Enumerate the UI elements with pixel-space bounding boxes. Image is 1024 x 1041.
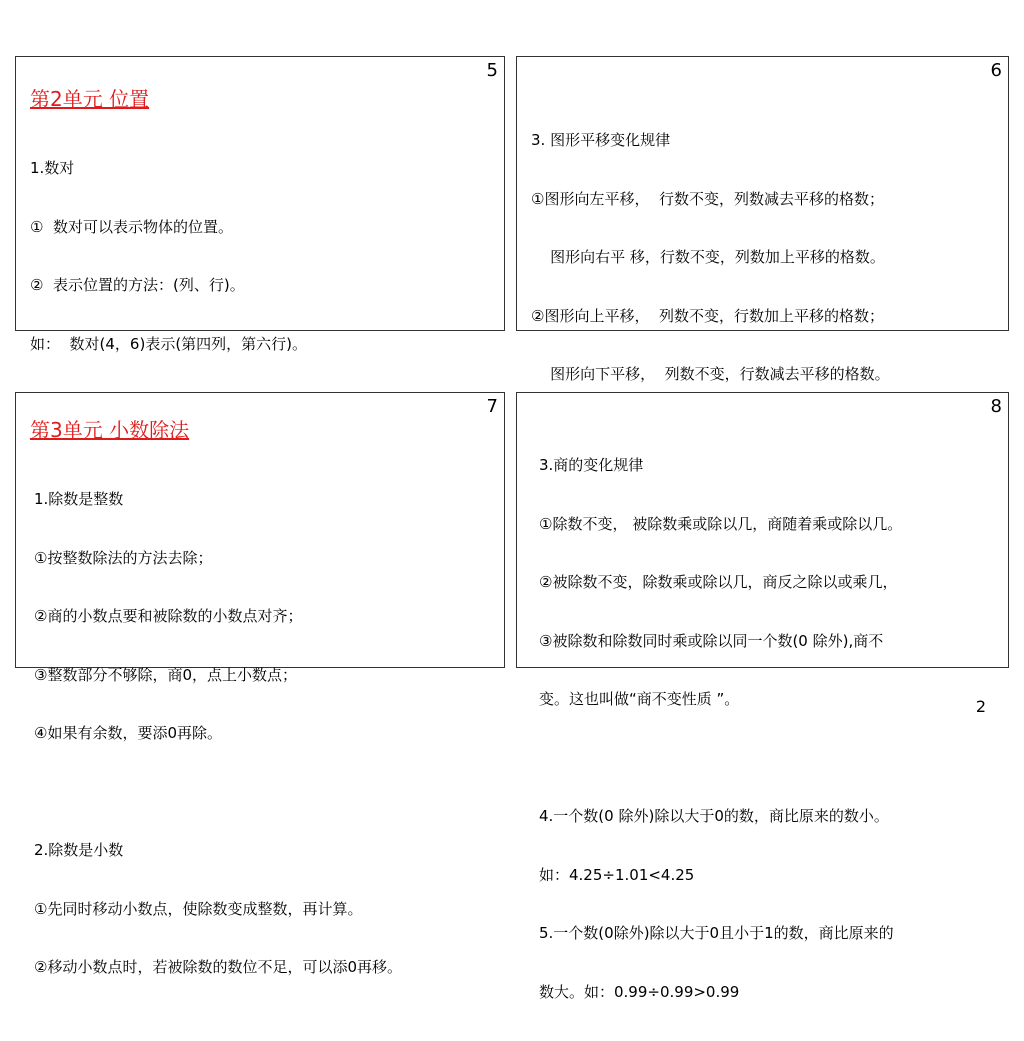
text-line: 图形向右平 移，行数不变，列数加上平移的格数。 <box>531 248 885 266</box>
text-line: 如：4.25÷1.01<4.25 <box>539 865 695 884</box>
text-line: ②被除数不变，除数乘或除以几，商反之除以或乘几， <box>539 573 898 591</box>
unit-title: 第3单元 小数除法 <box>30 418 190 442</box>
slide-text <box>539 417 902 1041</box>
text-line: 2.除数是小数 <box>34 841 124 859</box>
text-line <box>34 783 402 803</box>
unit-title: 第2单元 位置 <box>30 87 150 111</box>
text-line: ②图形向上平移， 列数不变，行数加上平移的格数； <box>531 306 884 325</box>
text-line: 3. 图形平移变化规律 <box>531 131 671 149</box>
slide-5 <box>15 56 505 353</box>
text-line: 1.数对 <box>30 159 75 177</box>
text-line: ②商的小数点要和被除数的小数点对齐； <box>34 607 303 625</box>
text-line: ①图形向左平移， 行数不变，列数减去平移的格数； <box>531 189 884 208</box>
slide-7 <box>15 392 505 976</box>
text-line: ③被除数和除数同时乘或除以同一个数(0 除外),商不 <box>539 631 884 650</box>
text-line: ③整数部分不够除，商0，点上小数点； <box>34 665 297 684</box>
text-line: ①按整数除法的方法去除； <box>34 548 213 567</box>
slide-number: 7 <box>486 396 498 417</box>
text-line: ①先同时移动小数点，使除数变成整数，再计算。 <box>34 899 363 918</box>
text-line: 3.商的变化规律 <box>539 456 644 474</box>
text-line <box>539 749 902 769</box>
text-line: ② 表示位置的方法：(列、行)。 <box>30 276 245 294</box>
text-line: 1.除数是整数 <box>34 490 124 508</box>
text-line: 如： 数对(4，6)表示(第四列，第六行)。 <box>30 334 308 353</box>
text-line: 4.一个数(0 除外)除以大于0的数，商比原来的数小。 <box>539 807 889 825</box>
slide-8 <box>516 392 1009 1001</box>
text-line: ②移动小数点时，若被除数的数位不足，可以添0再移。 <box>34 958 402 976</box>
text-line: ① 数对可以表示物体的位置。 <box>30 217 233 236</box>
text-line: 变。这也叫做“商不变性质 ”。 <box>539 690 740 708</box>
text-line: 图形向下平移， 列数不变，行数减去平移的格数。 <box>531 365 890 383</box>
text-line: ①除数不变， 被除数乘或除以几，商随着乘或除以几。 <box>539 514 903 533</box>
text-line: 5.一个数(0除外)除以大于0且小于1的数，商比原来的 <box>539 924 894 942</box>
slide-text <box>531 92 890 424</box>
text-line: 数大。如：0.99÷0.99>0.99 <box>539 982 740 1001</box>
slide-number: 8 <box>990 396 1002 417</box>
slide-text <box>34 451 402 1017</box>
text-line: ④如果有余数，要添0再除。 <box>34 724 222 742</box>
slide-number: 5 <box>486 60 498 81</box>
slide-number: 6 <box>990 60 1002 81</box>
slide-6 <box>516 56 1009 383</box>
page-number: 2 <box>975 697 986 716</box>
